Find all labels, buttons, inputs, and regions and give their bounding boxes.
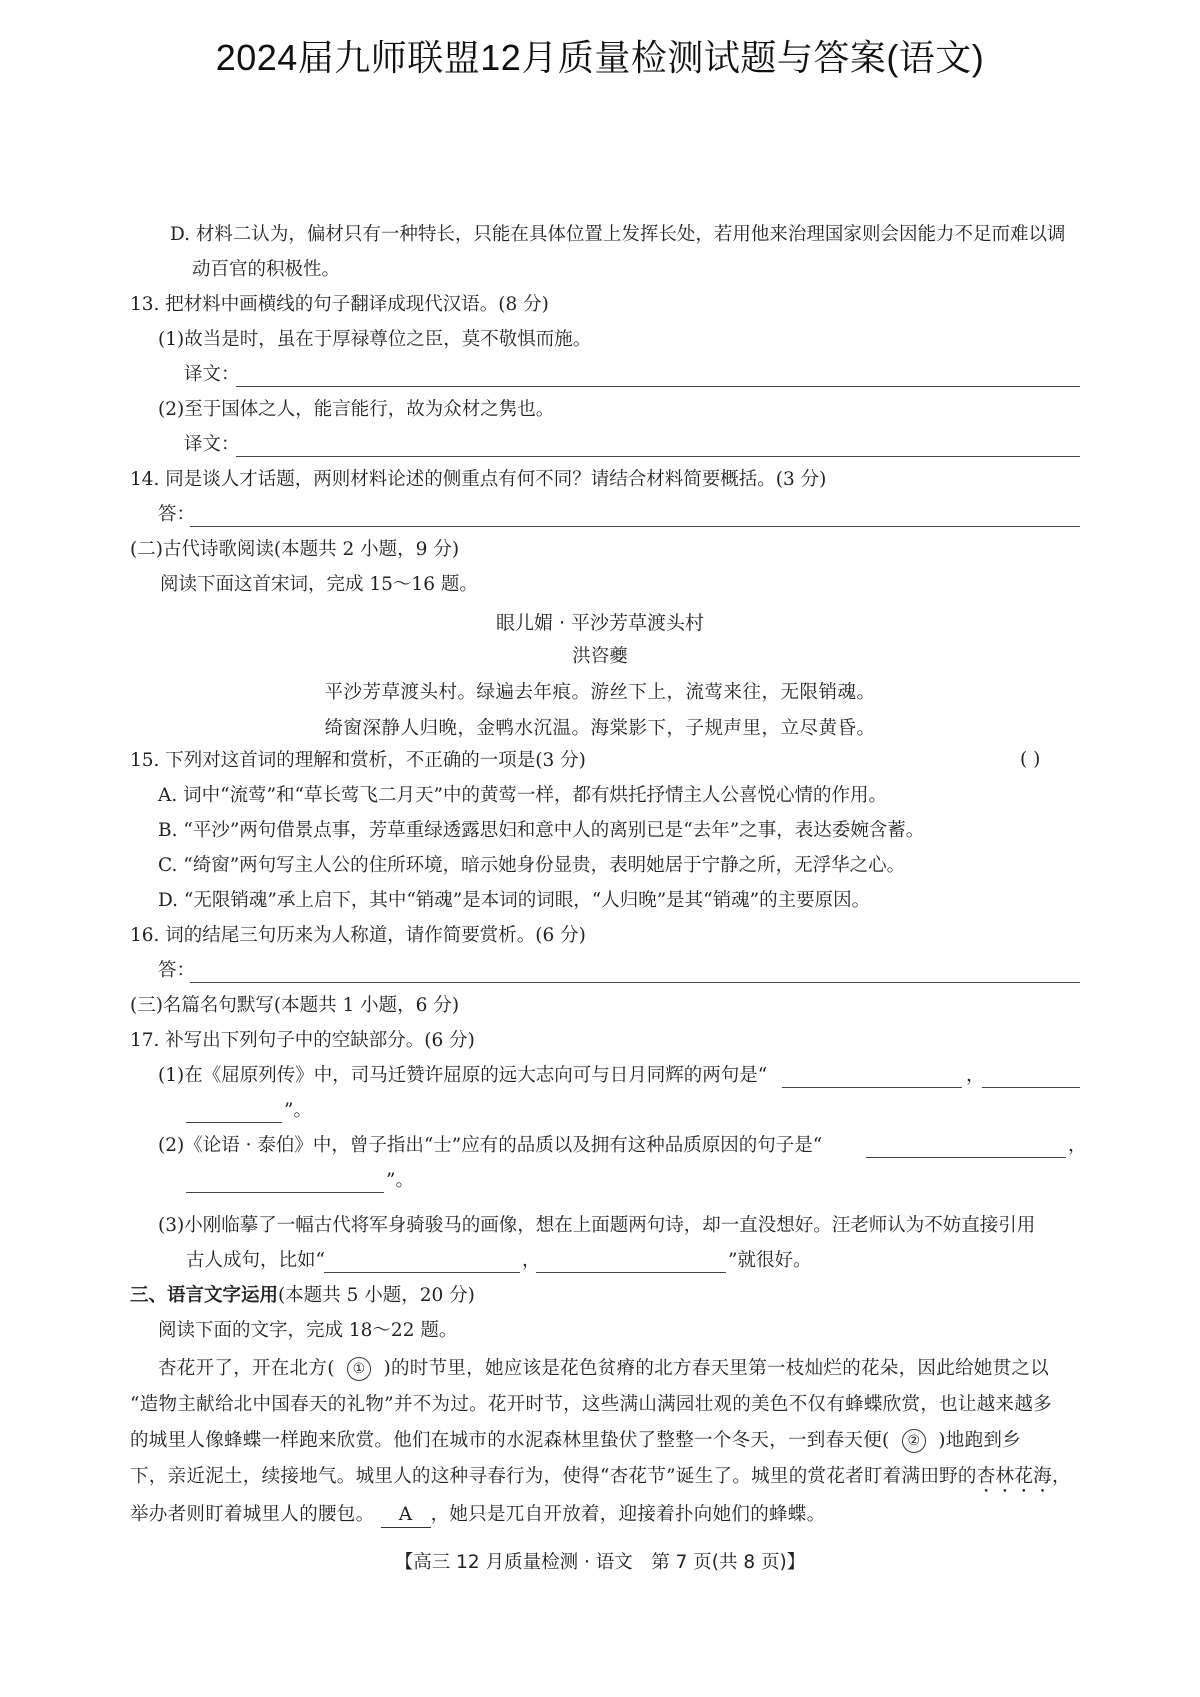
passage-line-4 bbox=[130, 1465, 1071, 1497]
part3-heading bbox=[130, 1284, 475, 1308]
poem-line-1: 平沙芳草渡头村。绿遍去年痕。游丝下上，流莺来往，无限销魂。 bbox=[324, 682, 876, 703]
passage-line-5-a: 举办者则盯着城里人的腰包。 bbox=[130, 1504, 375, 1525]
q17-item3-blank-2[interactable] bbox=[536, 1272, 726, 1273]
blank-circle-2[interactable]: ② bbox=[902, 1429, 926, 1453]
passage-line-2: “造物主献给北中国春天的礼物”并不为过。花开时节，这些满山满园壮观的美色不仅有蜂蝶欣赏，也让越来越多 bbox=[130, 1394, 1052, 1415]
poem-title: 眼儿媚 · 平沙芳草渡头村 bbox=[495, 612, 705, 634]
section2-intro: 阅读下面这首宋词，完成 15～16 题。 bbox=[160, 574, 478, 595]
blank-a[interactable]: A bbox=[381, 1503, 431, 1528]
q13-sentence-2: (2)至于国体之人，能言能行，故为众材之隽也。 bbox=[158, 399, 555, 420]
q16-stem: 16. 词的结尾三句历来为人称道，请作简要赏析。(6 分) bbox=[130, 925, 586, 946]
q13-translation-label-2: 译文： bbox=[184, 434, 240, 455]
q17-item3-line2: 古人成句，比如“ bbox=[186, 1250, 325, 1271]
q17-item1-comma: ， bbox=[966, 1065, 985, 1086]
q14-answer-line[interactable] bbox=[190, 526, 1080, 527]
page-title: 2024届九师联盟12月质量检测试题与答案(语文) bbox=[215, 37, 985, 78]
q12-option-d-line2: 动百官的积极性。 bbox=[192, 259, 341, 280]
q16-answer-line[interactable] bbox=[190, 982, 1080, 983]
passage-line-5-b: ，她只是兀自开放着，迎接着扑向她们的蜂蝶。 bbox=[430, 1504, 826, 1525]
q17-item3-blank-1[interactable] bbox=[324, 1272, 520, 1273]
q16-answer-label: 答： bbox=[158, 960, 196, 981]
part3-heading-rest: (本题共 5 小题，20 分) bbox=[278, 1285, 475, 1306]
q15-option-d: D. “无限销魂”承上启下，其中“销魂”是本词的词眼，“人归晚”是其“销魂”的主要原因。 bbox=[158, 890, 871, 911]
blank-circle-1[interactable]: ① bbox=[347, 1357, 371, 1381]
q14-stem: 14. 同是谈人才话题，两则材料论述的侧重点有何不同？请结合材料简要概括。(3 分) bbox=[130, 469, 827, 490]
passage-line-3-b: )地跑到乡 bbox=[938, 1430, 1021, 1451]
q13-translation-label-1: 译文： bbox=[184, 364, 240, 385]
q17-item2-blank-1[interactable] bbox=[866, 1157, 1066, 1158]
q15-answer-bracket[interactable]: ( ) bbox=[1020, 749, 1041, 770]
q15-option-a: A. 词中“流莺”和“草长莺飞二月天”中的黄莺一样，都有烘托抒情主人公喜悦心情的作用。 bbox=[158, 785, 887, 806]
page-footer: 【高三 12 月质量检测 · 语文 第 7 页(共 8 页)】 bbox=[394, 1552, 806, 1573]
passage-line-4-a: 下，亲近泥土，续接地气。城里人的这种寻春行为，使得“杏花节”诞生了。城里的赏花者盯着满田野的 bbox=[130, 1466, 977, 1487]
q17-item1-blank-2a[interactable] bbox=[982, 1087, 1080, 1088]
passage-line-1 bbox=[158, 1357, 1049, 1381]
q17-item1-blank-1[interactable] bbox=[782, 1087, 962, 1088]
poem-author: 洪咨夔 bbox=[572, 646, 628, 667]
q14-answer-label: 答： bbox=[158, 504, 196, 525]
q17-item2-end: ”。 bbox=[386, 1170, 414, 1191]
q17-item2-text: (2)《论语 · 泰伯》中，曾子指出“士”应有的品质以及拥有这种品质原因的句子是“ bbox=[158, 1135, 823, 1156]
q17-item3-end: ”就很好。 bbox=[728, 1250, 812, 1271]
q13-translation-line-2[interactable] bbox=[236, 456, 1080, 457]
q13-sentence-1: (1)故当是时，虽在于厚禄尊位之臣，莫不敬惧而施。 bbox=[158, 329, 592, 350]
part3-heading-bold: 三、语言文字运用 bbox=[130, 1285, 279, 1306]
passage-line-1-a: 杏花开了，开在北方( bbox=[158, 1358, 335, 1379]
passage-line-3 bbox=[130, 1429, 1021, 1453]
q15-stem: 15. 下列对这首词的理解和赏析，不正确的一项是(3 分) bbox=[130, 750, 586, 771]
q17-item1-blank-2b[interactable] bbox=[186, 1122, 282, 1123]
q17-item3-comma: ， bbox=[522, 1250, 541, 1271]
q15-option-b: B. “平沙”两句借景点事，芳草重绿透露思妇和意中人的离别已是“去年”之事，表达委婉含蓄。 bbox=[158, 820, 925, 841]
passage-line-3-a: 的城里人像蜂蝶一样跑来欣赏。他们在城市的水泥森林里蛰伏了整整一个冬天，一到春天便( bbox=[130, 1430, 890, 1451]
passage-line-5 bbox=[130, 1503, 825, 1528]
emphasized-phrase: 杏林花海 bbox=[976, 1466, 1052, 1487]
poem-line-2: 绮窗深静人归晚，金鸭水沉温。海棠影下，子规声里，立尽黄昏。 bbox=[324, 718, 876, 739]
q13-stem: 13. 把材料中画横线的句子翻译成现代汉语。(8 分) bbox=[130, 294, 549, 315]
passage-line-1-b: )的时节里，她应该是花色贫瘠的北方春天里第一枝灿烂的花朵，因此给她贯之以 bbox=[383, 1358, 1049, 1379]
q17-item1-text: (1)在《屈原列传》中，司马迁赞许屈原的远大志向可与日月同辉的两句是“ bbox=[158, 1065, 768, 1086]
q13-translation-line-1[interactable] bbox=[236, 386, 1080, 387]
q15-option-c: C. “绮窗”两句写主人公的住所环境，暗示她身份显贵，表明她居于宁静之所，无浮华之心。 bbox=[158, 855, 906, 876]
q17-item1-end: ”。 bbox=[284, 1100, 312, 1121]
q17-item2-blank-2[interactable] bbox=[186, 1192, 384, 1193]
q17-item3-line1: (3)小刚临摹了一幅古代将军身骑骏马的画像，想在上面题两句诗，却一直没想好。汪老师认为不妨直接引用 bbox=[158, 1215, 1036, 1236]
q17-item2-comma: ， bbox=[1068, 1135, 1087, 1156]
section2-heading: (二)古代诗歌阅读(本题共 2 小题，9 分) bbox=[130, 539, 460, 560]
q17-stem: 17. 补写出下列句子中的空缺部分。(6 分) bbox=[130, 1030, 475, 1051]
part3-intro: 阅读下面的文字，完成 18～22 题。 bbox=[158, 1320, 458, 1341]
q12-option-d-line1: D. 材料二认为，偏材只有一种特长，只能在具体位置上发挥长处，若用他来治理国家则会因能力不足而难以调 bbox=[170, 224, 1066, 245]
passage-line-4-b: ， bbox=[1051, 1466, 1071, 1487]
section3-heading: (三)名篇名句默写(本题共 1 小题，6 分) bbox=[130, 995, 460, 1016]
